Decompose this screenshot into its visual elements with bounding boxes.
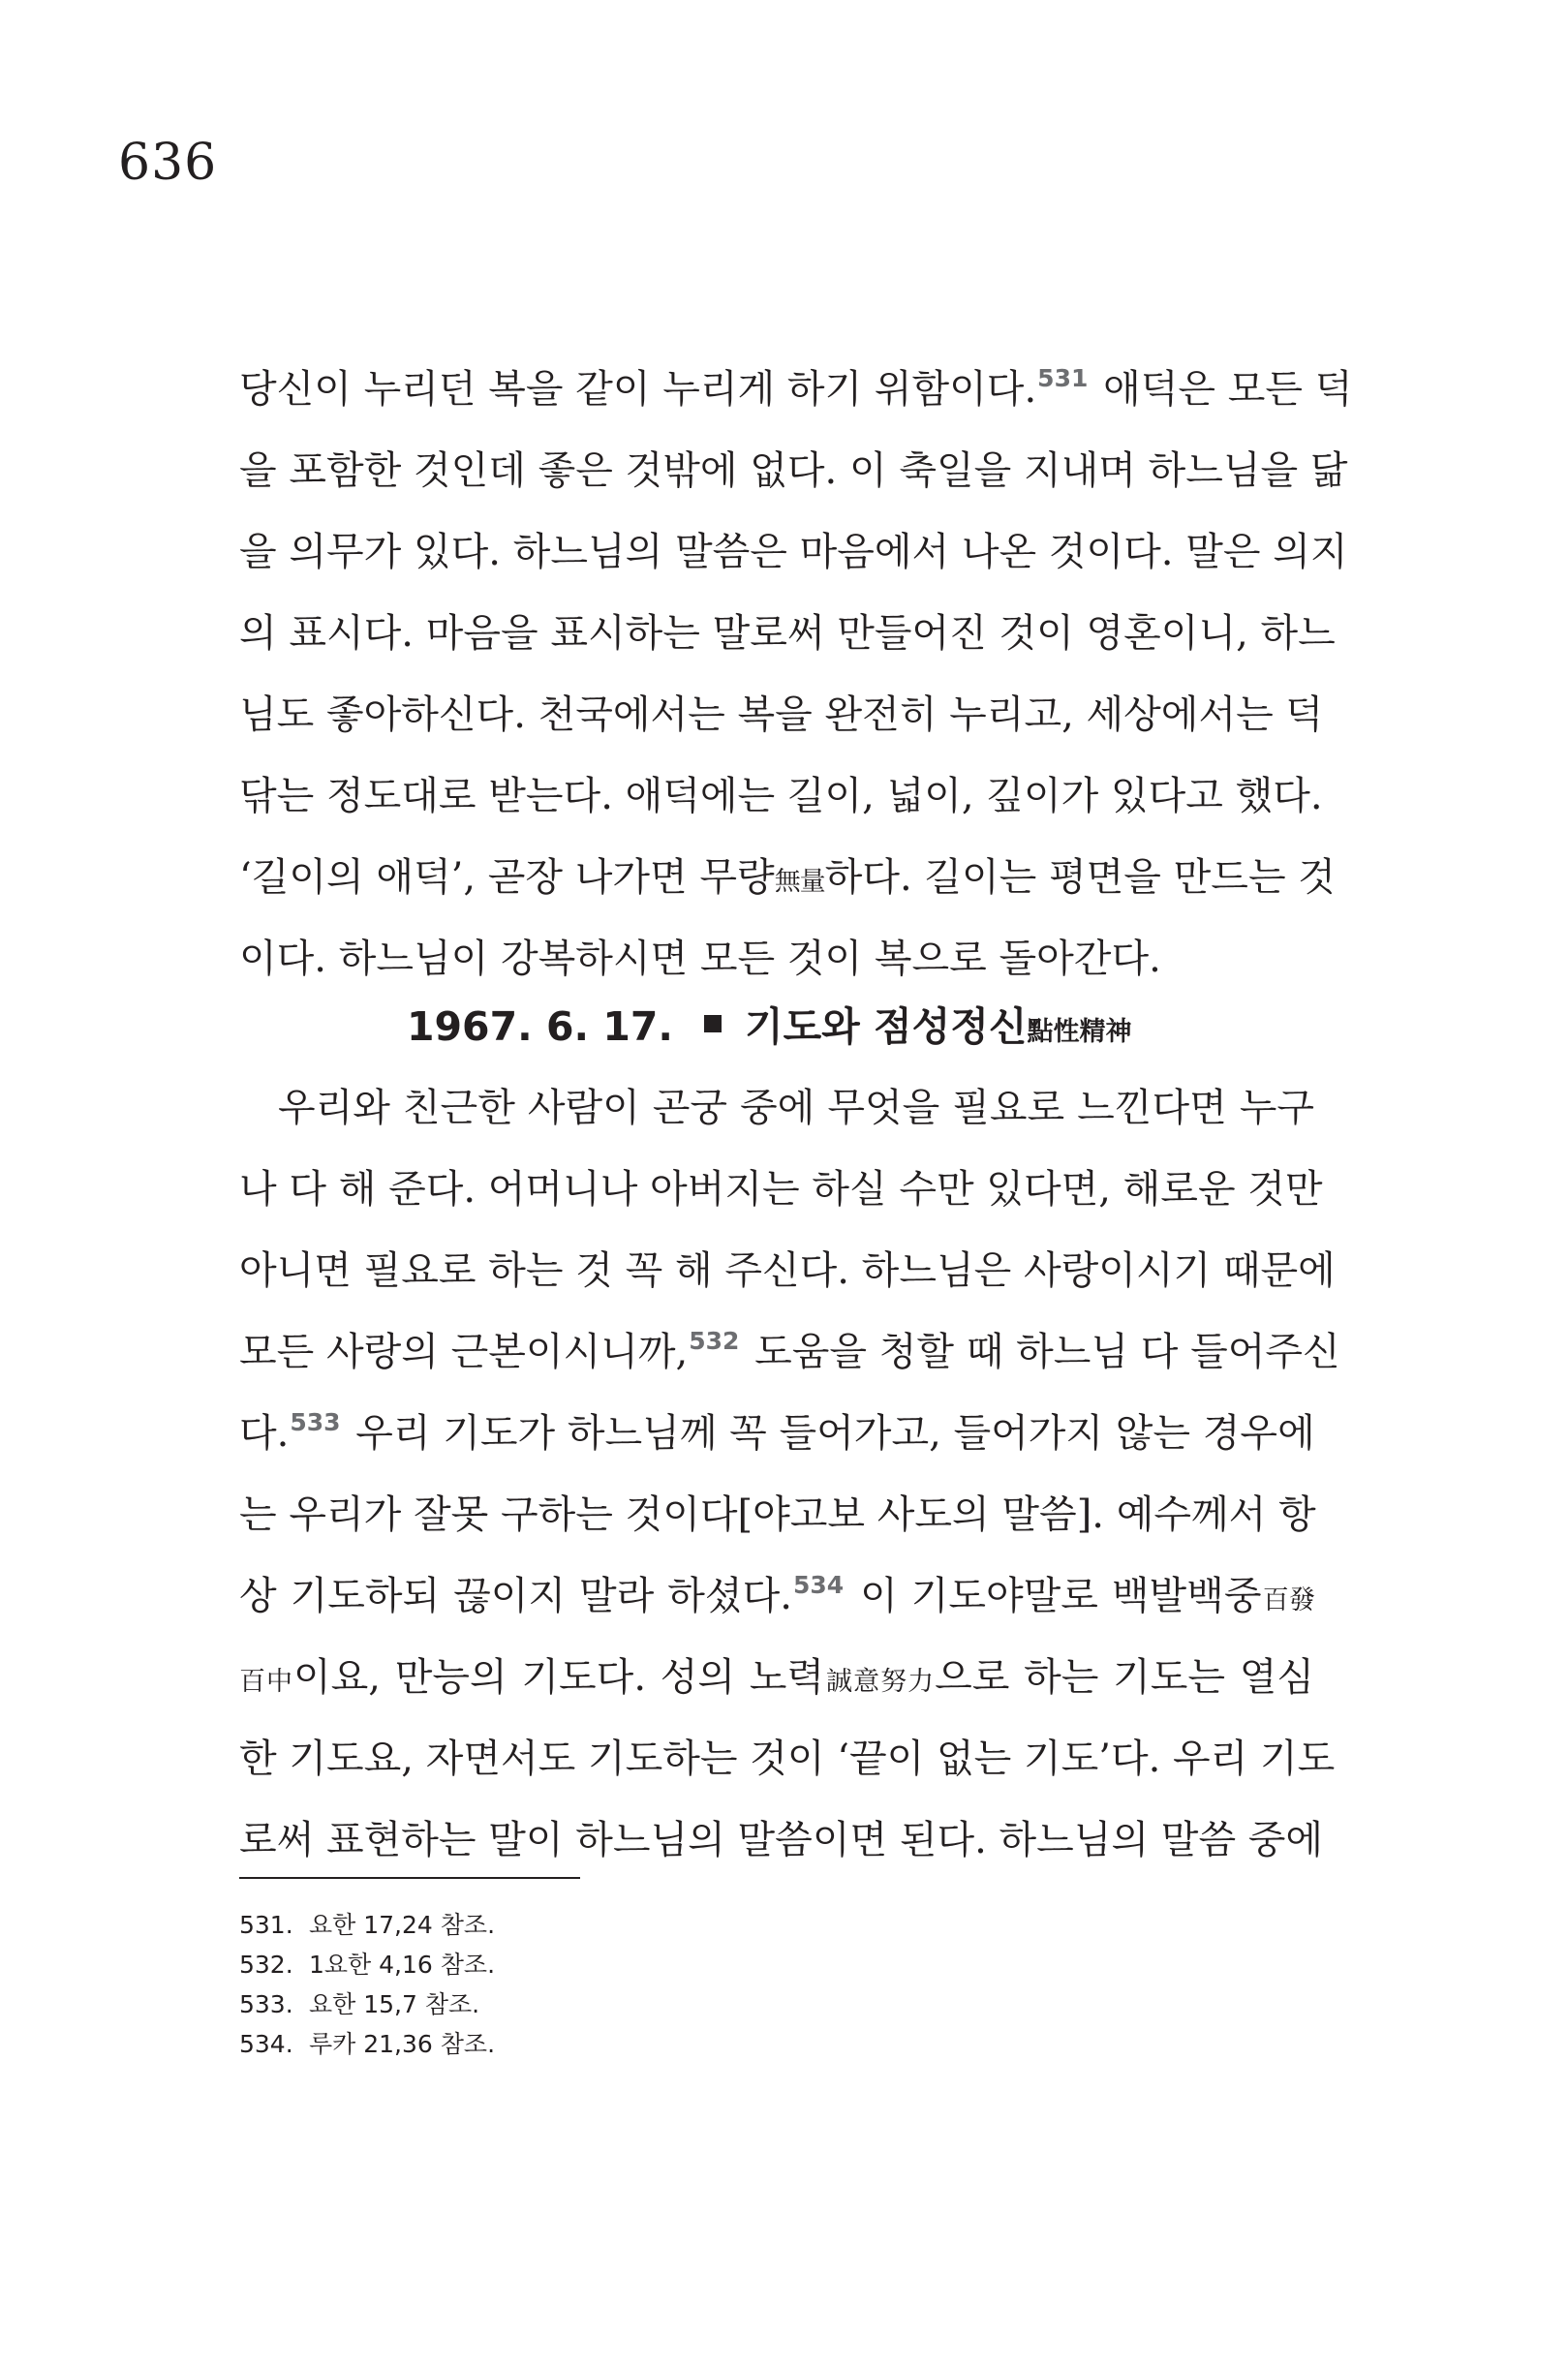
section-title: 기도와 점성정신	[744, 1003, 1028, 1050]
hanja-annotation: 無量	[774, 867, 825, 897]
hanja-annotation: 誠意努力	[824, 1667, 936, 1697]
footnote-number: 531.	[239, 1911, 293, 1939]
text-line: 닦는 정도대로 받는다. 애덕에는 길이, 넓이, 깊이가 있다고 했다.	[239, 774, 1323, 818]
square-bullet-icon	[704, 1015, 722, 1032]
text-line: ‘길이의 애덕’, 곧장 나가면 무량無量하다. 길이는 평면을 만드는 것	[239, 855, 1336, 900]
hanja-annotation: 百發	[1261, 1585, 1314, 1615]
text-line: 나 다 해 준다. 어머니나 아버지는 하실 수만 있다면, 해로운 것만	[239, 1167, 1323, 1212]
paragraph-1	[239, 349, 1353, 999]
footnote-text: 루카 21,36 참조.	[309, 2030, 496, 2058]
footnote-531	[239, 1905, 495, 1945]
text-line: 다.$^{533}$ 우리 기도가 하느님께 꼭 들어가고, 들어가지 않는 경우에	[239, 1408, 1315, 1456]
footnote-number: 533.	[239, 1990, 293, 2018]
footnote-text: 요한 15,7 참조.	[309, 1990, 480, 2018]
text-line: 이다. 하느님이 강복하시면 모든 것이 복으로 돌아간다.	[239, 937, 1161, 981]
footnote-number: 532.	[239, 1951, 293, 1979]
footnote-divider	[239, 1877, 580, 1879]
text-line: 아니면 필요로 하는 것 꼭 해 주신다. 하느님은 사랑이시기 때문에	[239, 1248, 1336, 1293]
footnote-text: 요한 17,24 참조.	[309, 1911, 496, 1939]
paragraph-2	[239, 1067, 1340, 1881]
text-line: 님도 좋아하신다. 천국에서는 복을 완전히 누리고, 세상에서는 덕	[239, 692, 1324, 737]
footnote-ref-532: 532	[689, 1327, 740, 1355]
text-line: 모든 사랑의 근본이시니까,$^{532}$ 도움을 청할 때 하느님 다 들어주신	[239, 1327, 1340, 1374]
footnotes	[239, 1905, 495, 2064]
footnote-532	[239, 1945, 495, 1984]
text-line: 당신이 누리던 복을 같이 누리게 하기 위함이다.$^{531}$ 애덕은 모든 덕	[239, 364, 1353, 412]
footnote-534	[239, 2024, 495, 2064]
text-line: 상 기도하되 끊이지 말라 하셨다.$^{534}$ 이 기도야말로 백발백중百發	[239, 1571, 1314, 1618]
text-line: 을 포함한 것인데 좋은 것밖에 없다. 이 축일을 지내며 하느님을 닮	[239, 448, 1348, 493]
section-date: 1967. 6. 17.	[407, 1003, 673, 1050]
section-heading	[407, 986, 1131, 1067]
hanja-annotation: 百中	[239, 1667, 294, 1697]
text-line: 의 표시다. 마음을 표시하는 말로써 만들어진 것이 영혼이니, 하느	[239, 611, 1336, 656]
text-line: 로써 표현하는 말이 하느님의 말씀이면 된다. 하느님의 말씀 중에	[239, 1818, 1324, 1862]
text-line: 는 우리가 잘못 구하는 것이다[야고보 사도의 말씀]. 예수께서 항	[239, 1492, 1316, 1537]
page-number: 636	[118, 134, 218, 192]
text-line: 百中이요, 만능의 기도다. 성의 노력誠意努力으로 하는 기도는 열심	[239, 1655, 1315, 1700]
footnote-text: 1요한 4,16 참조.	[309, 1951, 496, 1979]
text-line: 한 기도요, 자면서도 기도하는 것이 ‘끝이 없는 기도’다. 우리 기도	[239, 1737, 1336, 1781]
footnote-ref-531: 531	[1037, 364, 1089, 392]
footnote-ref-533: 533	[290, 1408, 341, 1436]
section-title-hanja: 點性精神	[1027, 1017, 1132, 1047]
text-line: 을 의무가 있다. 하느님의 말씀은 마음에서 나온 것이다. 말은 의지	[239, 530, 1348, 574]
footnote-number: 534.	[239, 2030, 293, 2058]
footnote-ref-534: 534	[792, 1571, 845, 1599]
text-line: 우리와 친근한 사람이 곤궁 중에 무엇을 필요로 느낀다면 누구	[278, 1086, 1314, 1130]
footnote-533	[239, 1984, 495, 2024]
